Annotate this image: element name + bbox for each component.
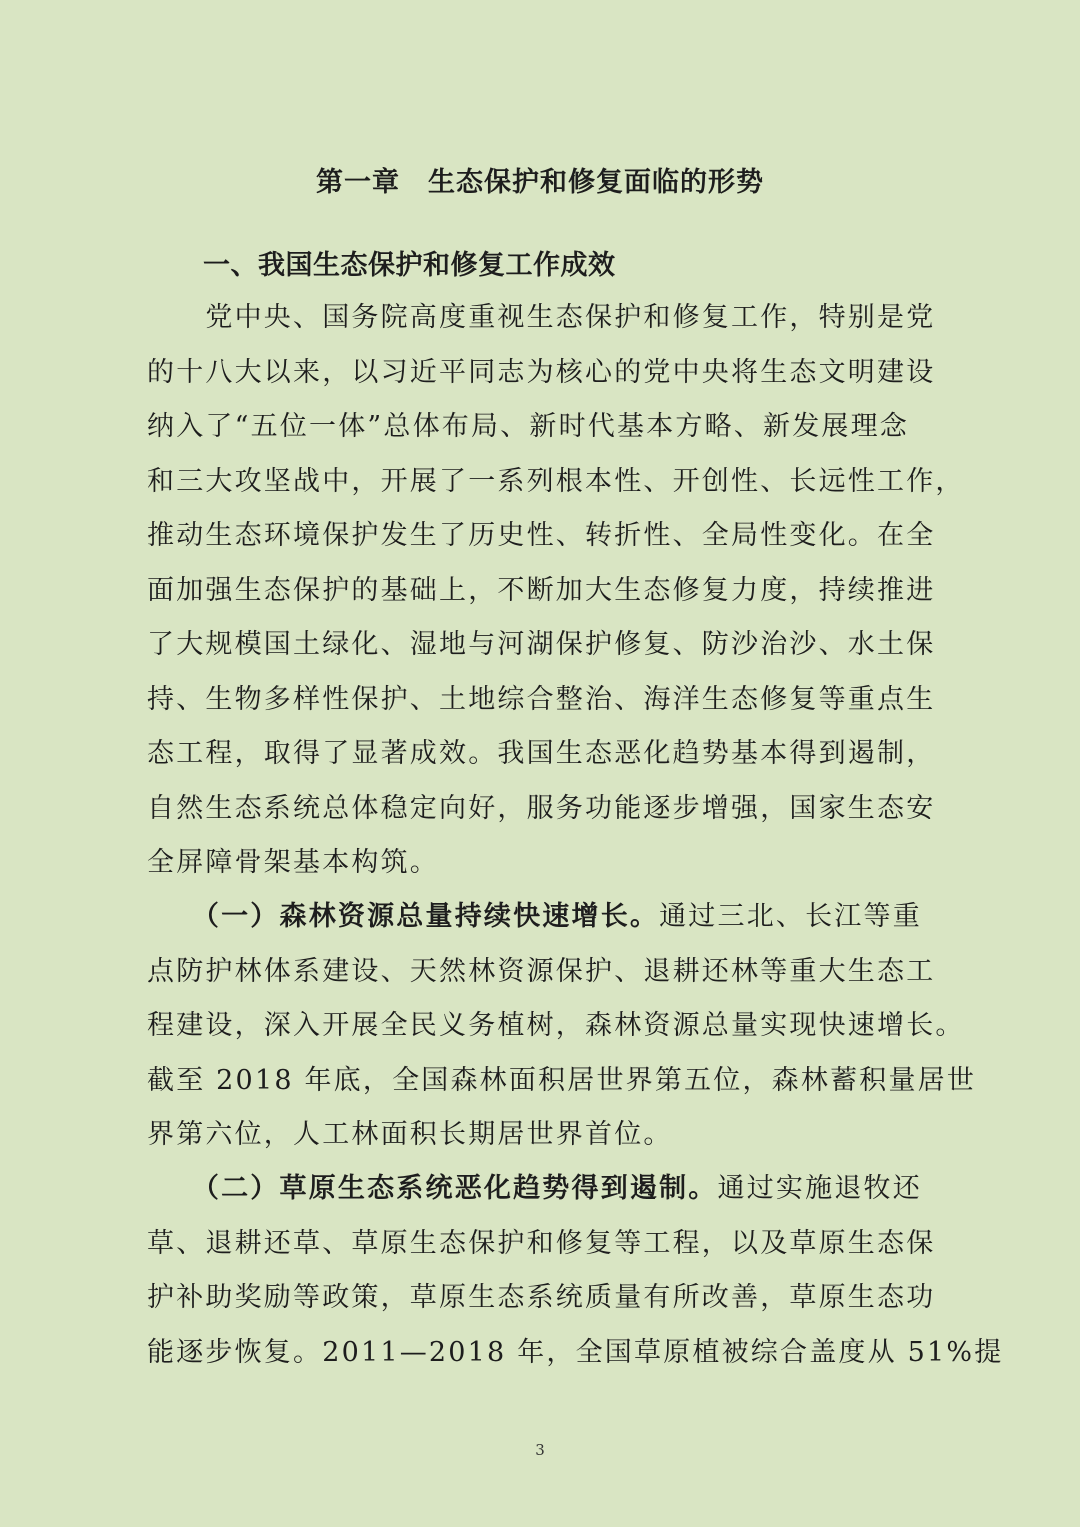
- text-line: 的十八大以来，以习近平同志为核心的党中央将生态文明建设: [147, 356, 936, 388]
- text-line: 态工程，取得了显著成效。我国生态恶化趋势基本得到遏制，: [147, 738, 936, 769]
- text-line: 护补助奖励等政策，草原生态系统质量有所改善，草原生态功: [147, 1282, 936, 1313]
- text-line: 党中央、国务院高度重视生态保护和修复工作，特别是党: [147, 302, 936, 333]
- text-line: 能逐步恢复。2011—2018 年，全国草原植被综合盖度从 51%提: [147, 1336, 1004, 1368]
- text-line: 推动生态环境保护发生了历史性、转折性、全局性变化。在全: [147, 520, 936, 551]
- text-line: 自然生态系统总体稳定向好，服务功能逐步增强，国家生态安: [147, 792, 936, 824]
- text-span: 通过三北、长江等重: [659, 901, 922, 932]
- text-line: 全屏障骨架基本构筑。: [147, 847, 439, 878]
- text-line: 草、退耕还草、草原生态保护和修复等工程，以及草原生态保: [147, 1227, 936, 1259]
- text-line: 持、生物多样性保护、土地综合整治、海洋生态修复等重点生: [147, 683, 936, 715]
- text-line: [147, 890, 937, 945]
- chapter-title: 第一章 生态保护和修复面临的形势: [316, 167, 764, 198]
- section-heading: 一、我国生态保护和修复工作成效: [203, 250, 616, 281]
- paragraph-grassland-ecosystem: [147, 1162, 1004, 1380]
- text-span: 通过实施退牧还: [717, 1173, 922, 1204]
- subsection-lead: （二）草原生态系统恶化趋势得到遏制。: [147, 1173, 718, 1204]
- text-line: 了大规模国土绿化、湿地与河湖保护修复、防沙治沙、水土保: [147, 629, 936, 660]
- text-line: 程建设，深入开展全民义务植树，森林资源总量实现快速增长。: [147, 1010, 965, 1041]
- subsection-lead: （一）森林资源总量持续快速增长。: [147, 901, 660, 932]
- text-line: 面加强生态保护的基础上，不断加大生态修复力度，持续推进: [147, 574, 936, 606]
- text-line: 和三大攻坚战中，开展了一系列根本性、开创性、长远性工作，: [147, 465, 965, 497]
- text-line: 截至 2018 年底，全国森林面积居世界第五位，森林蓄积量居世: [147, 1064, 977, 1096]
- text-line: 界第六位，人工林面积长期居世界首位。: [147, 1119, 673, 1150]
- page-number: 3: [535, 1441, 545, 1459]
- text-line: 纳入了“五位一体”总体布局、新时代基本方略、新发展理念: [147, 411, 910, 442]
- text-line: 点防护林体系建设、天然林资源保护、退耕还林等重大生态工: [147, 955, 936, 987]
- text-line: [147, 1162, 937, 1217]
- paragraph-forest-resources: [147, 890, 977, 1163]
- paragraph-achievements-overview: [147, 291, 965, 891]
